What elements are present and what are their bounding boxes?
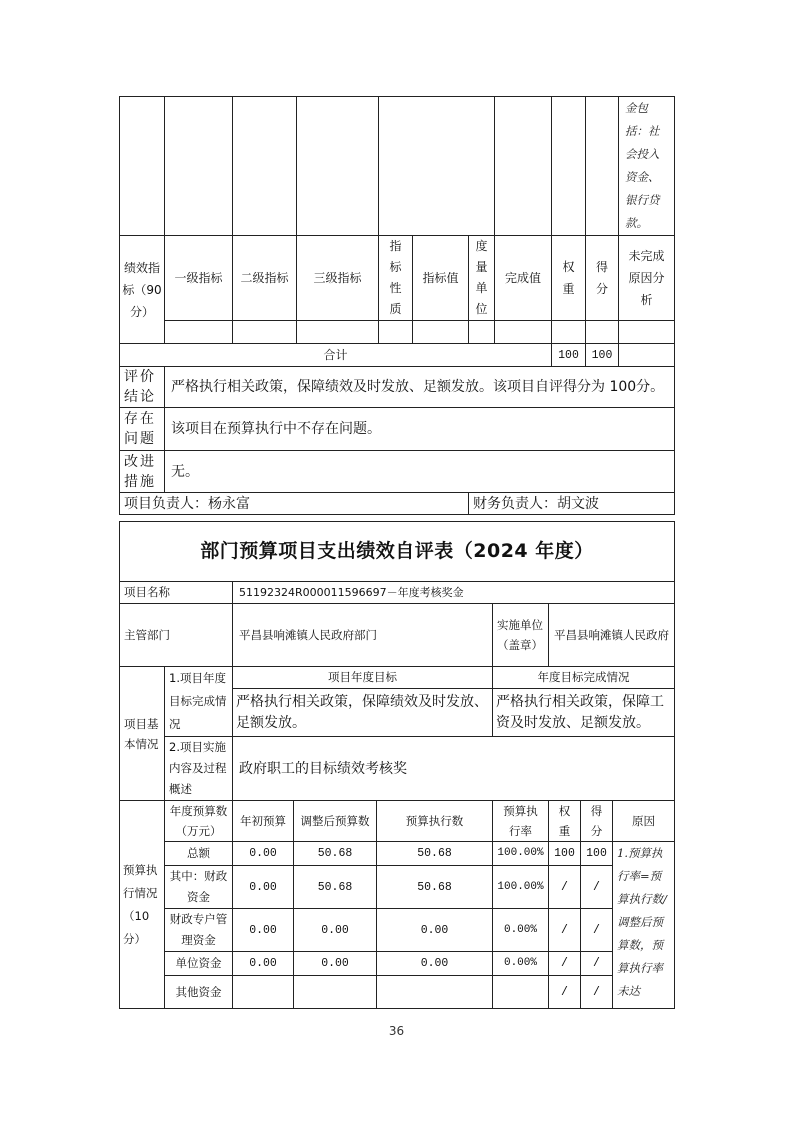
project-name-value: 51192324R000011596697－年度考核奖金: [233, 582, 675, 604]
improve-text: 无。: [165, 451, 675, 493]
budget-header-annual: 年度预算数（万元）: [165, 801, 233, 842]
budget-rate: [493, 976, 549, 1009]
impl-content-text: 政府职工的目标绩效考核奖: [233, 737, 675, 801]
budget-weight: 100: [549, 842, 581, 866]
budget-initial: 0.00: [233, 952, 294, 976]
total-weight: 100: [552, 344, 586, 367]
budget-row-label: 总额: [165, 842, 233, 866]
empty-cell: [552, 97, 586, 236]
goal-label: 1.项目年度目标完成情况: [165, 667, 233, 737]
budget-row: [120, 842, 675, 866]
budget-rate: 100.00%: [493, 866, 549, 909]
header-value: 指标值: [413, 236, 469, 321]
impl-unit-label: 实施单位（盖章）: [493, 604, 549, 667]
project-lead: 项目负责人：杨永富: [120, 493, 469, 515]
project-name-label: 项目名称: [120, 582, 233, 604]
budget-executed: 0.00: [377, 952, 493, 976]
finance-lead: 财务负责人：胡文波: [469, 493, 675, 515]
budget-rate: 100.00%: [493, 842, 549, 866]
dept-label: 主管部门: [120, 604, 233, 667]
budget-row-label: 其中：财政资金: [165, 866, 233, 909]
header-reason: 未完成原因分析: [619, 236, 675, 321]
conclusion-text: 严格执行相关政策，保障绩效及时发放、足额发放。该项目自评得分为 100分。: [165, 367, 675, 408]
header-score: 得分: [586, 236, 619, 321]
budget-header-initial: 年初预算: [233, 801, 294, 842]
annual-goal-header: 项目年度目标: [233, 667, 493, 689]
budget-score: /: [581, 952, 613, 976]
budget-initial: 0.00: [233, 909, 294, 952]
budget-header-adjusted: 调整后预算数: [294, 801, 377, 842]
budget-row-label: 其他资金: [165, 976, 233, 1009]
budget-initial: 0.00: [233, 866, 294, 909]
budget-initial: [233, 976, 294, 1009]
budget-initial: 0.00: [233, 842, 294, 866]
budget-header-score: 得分: [581, 801, 613, 842]
empty-cell: [552, 321, 586, 344]
funding-note: 金包括：社会投入资金、银行贷款。: [619, 97, 675, 236]
annual-goal-text: 严格执行相关政策，保障绩效及时发放、足额发放。: [233, 689, 493, 737]
budget-score: /: [581, 909, 613, 952]
empty-cell: [297, 321, 379, 344]
budget-adjusted: [294, 976, 377, 1009]
empty-cell: [469, 321, 495, 344]
empty-cell: [619, 344, 675, 367]
empty-cell: [165, 97, 233, 236]
budget-executed: 50.68: [377, 842, 493, 866]
budget-rate: 0.00%: [493, 909, 549, 952]
empty-cell: [233, 321, 297, 344]
budget-self-evaluation-table: [119, 521, 675, 1009]
empty-cell: [379, 97, 495, 236]
budget-score: /: [581, 866, 613, 909]
perf-indicator-label: 绩效指标（90分）: [120, 236, 165, 344]
header-level3: 三级指标: [297, 236, 379, 321]
budget-row-label: 财政专户管理资金: [165, 909, 233, 952]
conclusion-label: 评价结论: [120, 367, 165, 408]
goal-completion-text: 严格执行相关政策，保障工资及时发放、足额发放。: [493, 689, 675, 737]
empty-cell: [379, 321, 413, 344]
budget-header-reason: 原因: [613, 801, 675, 842]
performance-indicator-table: [119, 96, 675, 515]
budget-row: [120, 952, 675, 976]
budget-adjusted: 0.00: [294, 909, 377, 952]
empty-cell: [586, 321, 619, 344]
basic-info-label: 项目基本情况: [120, 667, 165, 801]
page-number: 36: [388, 1024, 405, 1038]
budget-adjusted: 0.00: [294, 952, 377, 976]
budget-reason-note: 1.预算执行率=预算执行数/调整后预算数，预算执行率未达: [613, 842, 675, 1009]
budget-row: [120, 976, 675, 1009]
budget-header-rate: 预算执行率: [493, 801, 549, 842]
empty-cell: [297, 97, 379, 236]
header-unit: 度量单位: [469, 236, 495, 321]
budget-weight: /: [549, 976, 581, 1009]
budget-score: /: [581, 976, 613, 1009]
empty-cell: [586, 97, 619, 236]
budget-weight: /: [549, 909, 581, 952]
problems-text: 该项目在预算执行中不存在问题。: [165, 408, 675, 451]
empty-cell: [619, 321, 675, 344]
impl-content-label: 2.项目实施内容及过程概述: [165, 737, 233, 801]
header-completion: 完成值: [495, 236, 552, 321]
budget-header-executed: 预算执行数: [377, 801, 493, 842]
budget-executed: 0.00: [377, 909, 493, 952]
budget-exec-label: 预算执行情况（10分）: [120, 801, 165, 1009]
budget-score: 100: [581, 842, 613, 866]
header-level1: 一级指标: [165, 236, 233, 321]
form-title: 部门预算项目支出绩效自评表（2024 年度）: [120, 522, 675, 582]
budget-row: [120, 866, 675, 909]
budget-row-label: 单位资金: [165, 952, 233, 976]
empty-cell: [165, 321, 233, 344]
impl-unit-value: 平昌县响滩镇人民政府: [549, 604, 675, 667]
empty-cell: [120, 97, 165, 236]
total-label: 合计: [120, 344, 552, 367]
dept-value: 平昌县响滩镇人民政府部门: [233, 604, 493, 667]
budget-row: [120, 909, 675, 952]
budget-adjusted: 50.68: [294, 866, 377, 909]
goal-completion-header: 年度目标完成情况: [493, 667, 675, 689]
improve-label: 改进措施: [120, 451, 165, 493]
empty-cell: [233, 97, 297, 236]
budget-rate: 0.00%: [493, 952, 549, 976]
empty-cell: [495, 97, 552, 236]
budget-weight: /: [549, 952, 581, 976]
header-level2: 二级指标: [233, 236, 297, 321]
header-nature: 指标性质: [379, 236, 413, 321]
problems-label: 存在问题: [120, 408, 165, 451]
budget-executed: 50.68: [377, 866, 493, 909]
budget-weight: /: [549, 866, 581, 909]
empty-cell: [413, 321, 469, 344]
budget-adjusted: 50.68: [294, 842, 377, 866]
empty-cell: [495, 321, 552, 344]
budget-executed: [377, 976, 493, 1009]
header-weight: 权重: [552, 236, 586, 321]
budget-header-weight: 权重: [549, 801, 581, 842]
total-score: 100: [586, 344, 619, 367]
